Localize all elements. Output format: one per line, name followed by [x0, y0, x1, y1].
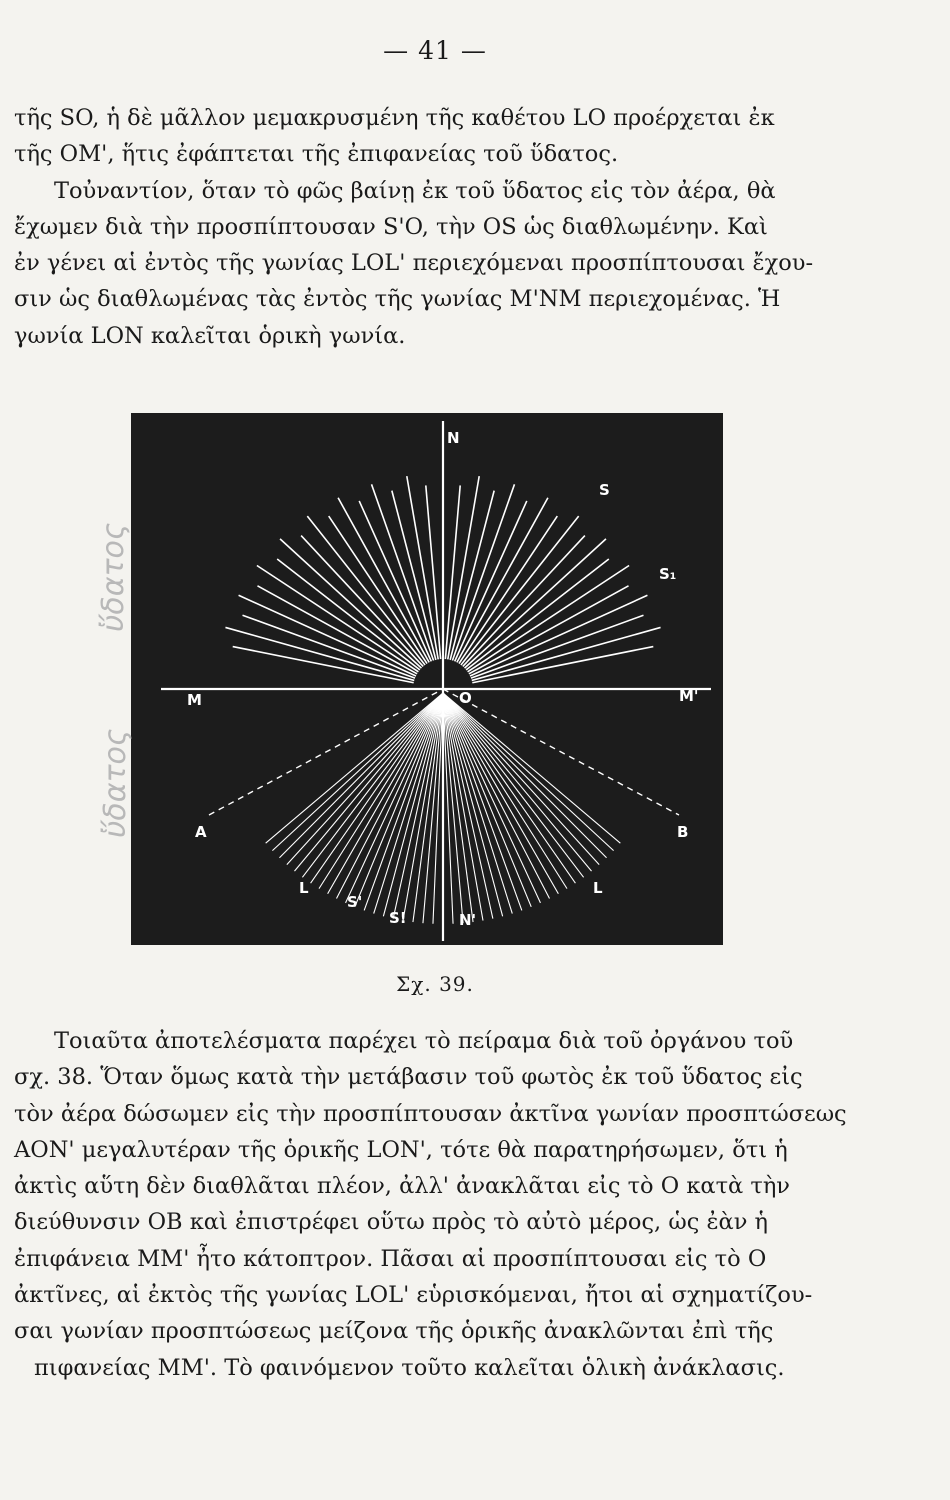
label-a: A [195, 823, 207, 841]
text-line: ἐν γένει αἱ ἐντὸς τῆς γωνίας LOL' περιεχόμεναι προσπίπτουσαι ἔχου- [14, 250, 814, 277]
page-number: — 41 — [383, 36, 487, 65]
text-line: AON' μεγαλυτέραν τῆς ὁρικῆς LON', τότε θὰ παρατηρήσωμεν, ὅτι ἡ [14, 1136, 788, 1163]
label-l-left: L [299, 879, 309, 897]
text-line: σχ. 38. Ὅταν ὅμως κατὰ τὴν μετάβασιν τοῦ φωτὸς ἐκ τοῦ ὕδατος εἰς [14, 1064, 803, 1091]
fan-ray-upper [329, 516, 427, 664]
label-m-prime: M' [679, 687, 699, 705]
label-b: B [677, 823, 689, 841]
ray-ob [443, 689, 679, 815]
text-line: τὸν ἀέρα δώσωμεν εἰς τὴν προσπίπτουσαν ἀκτῖνα γωνίαν προσπτώσεως [14, 1100, 847, 1127]
fan-ray-upper [452, 484, 514, 660]
label-s: S [599, 481, 610, 499]
label-n: N [447, 429, 460, 447]
label-s-prime2: S! [389, 909, 407, 927]
text-line: τῆς OM', ἥτις ἐφάπτεται τῆς ἐπιφανείας τοῦ ὕδατος. [14, 141, 619, 168]
margin-handwriting: ὕδατος [98, 728, 133, 838]
fan-ray-lower [443, 693, 550, 898]
fan-ray-lower [443, 693, 522, 910]
fan-ray-upper [461, 516, 579, 665]
text-line: ἔχωμεν διὰ τὴν προσπίπτουσαν S'O, τὴν OS ὡς διαθλωμένην. Καὶ [14, 213, 768, 240]
text-line: ἀκτῖνες, αἱ ἐκτὸς τῆς γωνίας LOL' εὑρισκόμεναι, ἤτοι αἱ σχηματίζου- [14, 1282, 813, 1309]
text-line: τῆς SO, ἡ δὲ μᾶλλον μεμακρυσμένη τῆς καθέτου LO προέρχεται ἐκ [14, 105, 775, 131]
fan-ray-lower [443, 693, 540, 903]
paragraph-bottom [14, 1023, 847, 1386]
label-s-prime: S' [347, 893, 363, 911]
fan-ray-lower [294, 693, 443, 871]
refraction-diagram [131, 413, 723, 945]
paragraph-top [14, 100, 840, 354]
fan-ray-lower [374, 693, 443, 914]
text-line: Τοὐναντίον, ὅταν τὸ φῶς βαίνῃ ἐκ τοῦ ὕδατος εἰς τὸν ἀέρα, θὰ [54, 177, 776, 204]
text-line: διεύθυνσιν OB καὶ ἐπιστρέφει οὕτω πρὸς τὸ αὐτὸ μέρος, ὡς ἐὰν ἡ [14, 1209, 769, 1236]
fan-ray-upper [307, 516, 425, 665]
refraction-figure [131, 413, 723, 945]
figure-caption: Σχ. 39. [396, 972, 474, 996]
fan-ray-lower [423, 693, 443, 923]
text-line: ἐπιφάνεια MM' ἦτο κάτοπτρον. Πᾶσαι αἱ προσπίπτουσαι εἰς τὸ O [14, 1245, 767, 1272]
fan-ray-lower [443, 693, 463, 923]
margin-handwriting: ὕδατος [96, 522, 131, 632]
label-m: M [187, 691, 202, 709]
text-line: σαι γωνίαν προσπτώσεως μείζονα τῆς ὁρικῆς ἀνακλῶνται ἐπὶ τῆς [14, 1318, 774, 1345]
fan-ray-lower [346, 693, 443, 903]
fan-ray-upper [472, 647, 653, 683]
label-s1: S₁ [659, 565, 677, 583]
text-line: Τοιαῦτα ἀποτελέσματα παρέχει τὸ πείραμα διὰ τοῦ ὀργάνου τοῦ [54, 1028, 794, 1054]
fan-ray-upper [459, 516, 557, 664]
fan-ray-upper [372, 484, 434, 660]
fan-ray-lower [336, 693, 443, 898]
label-n-prime: N' [459, 911, 477, 929]
text-line: πιφανείας MM'. Τὸ φαινόμενον τοῦτο καλεῖται ὁλικὴ ἀνάκλασις. [34, 1354, 785, 1381]
text-line: σιν ὡς διαθλωμένας τὰς ἐντὸς τῆς γωνίας M'NM περιεχομένας. Ἡ [14, 286, 781, 313]
fan-ray-upper [233, 647, 414, 683]
fan-ray-lower [443, 693, 592, 871]
label-o: O [459, 689, 472, 707]
text-line: ἀκτὶς αὕτη δὲν διαθλᾶται πλέον, ἀλλ' ἀνακλᾶται εἰς τὸ O κατὰ τὴν [14, 1173, 790, 1200]
ray-ao [209, 689, 443, 815]
fan-ray-lower [443, 693, 512, 914]
label-l-right: L [593, 879, 603, 897]
text-line: γωνία LON καλεῖται ὁρικὴ γωνία. [14, 322, 406, 349]
